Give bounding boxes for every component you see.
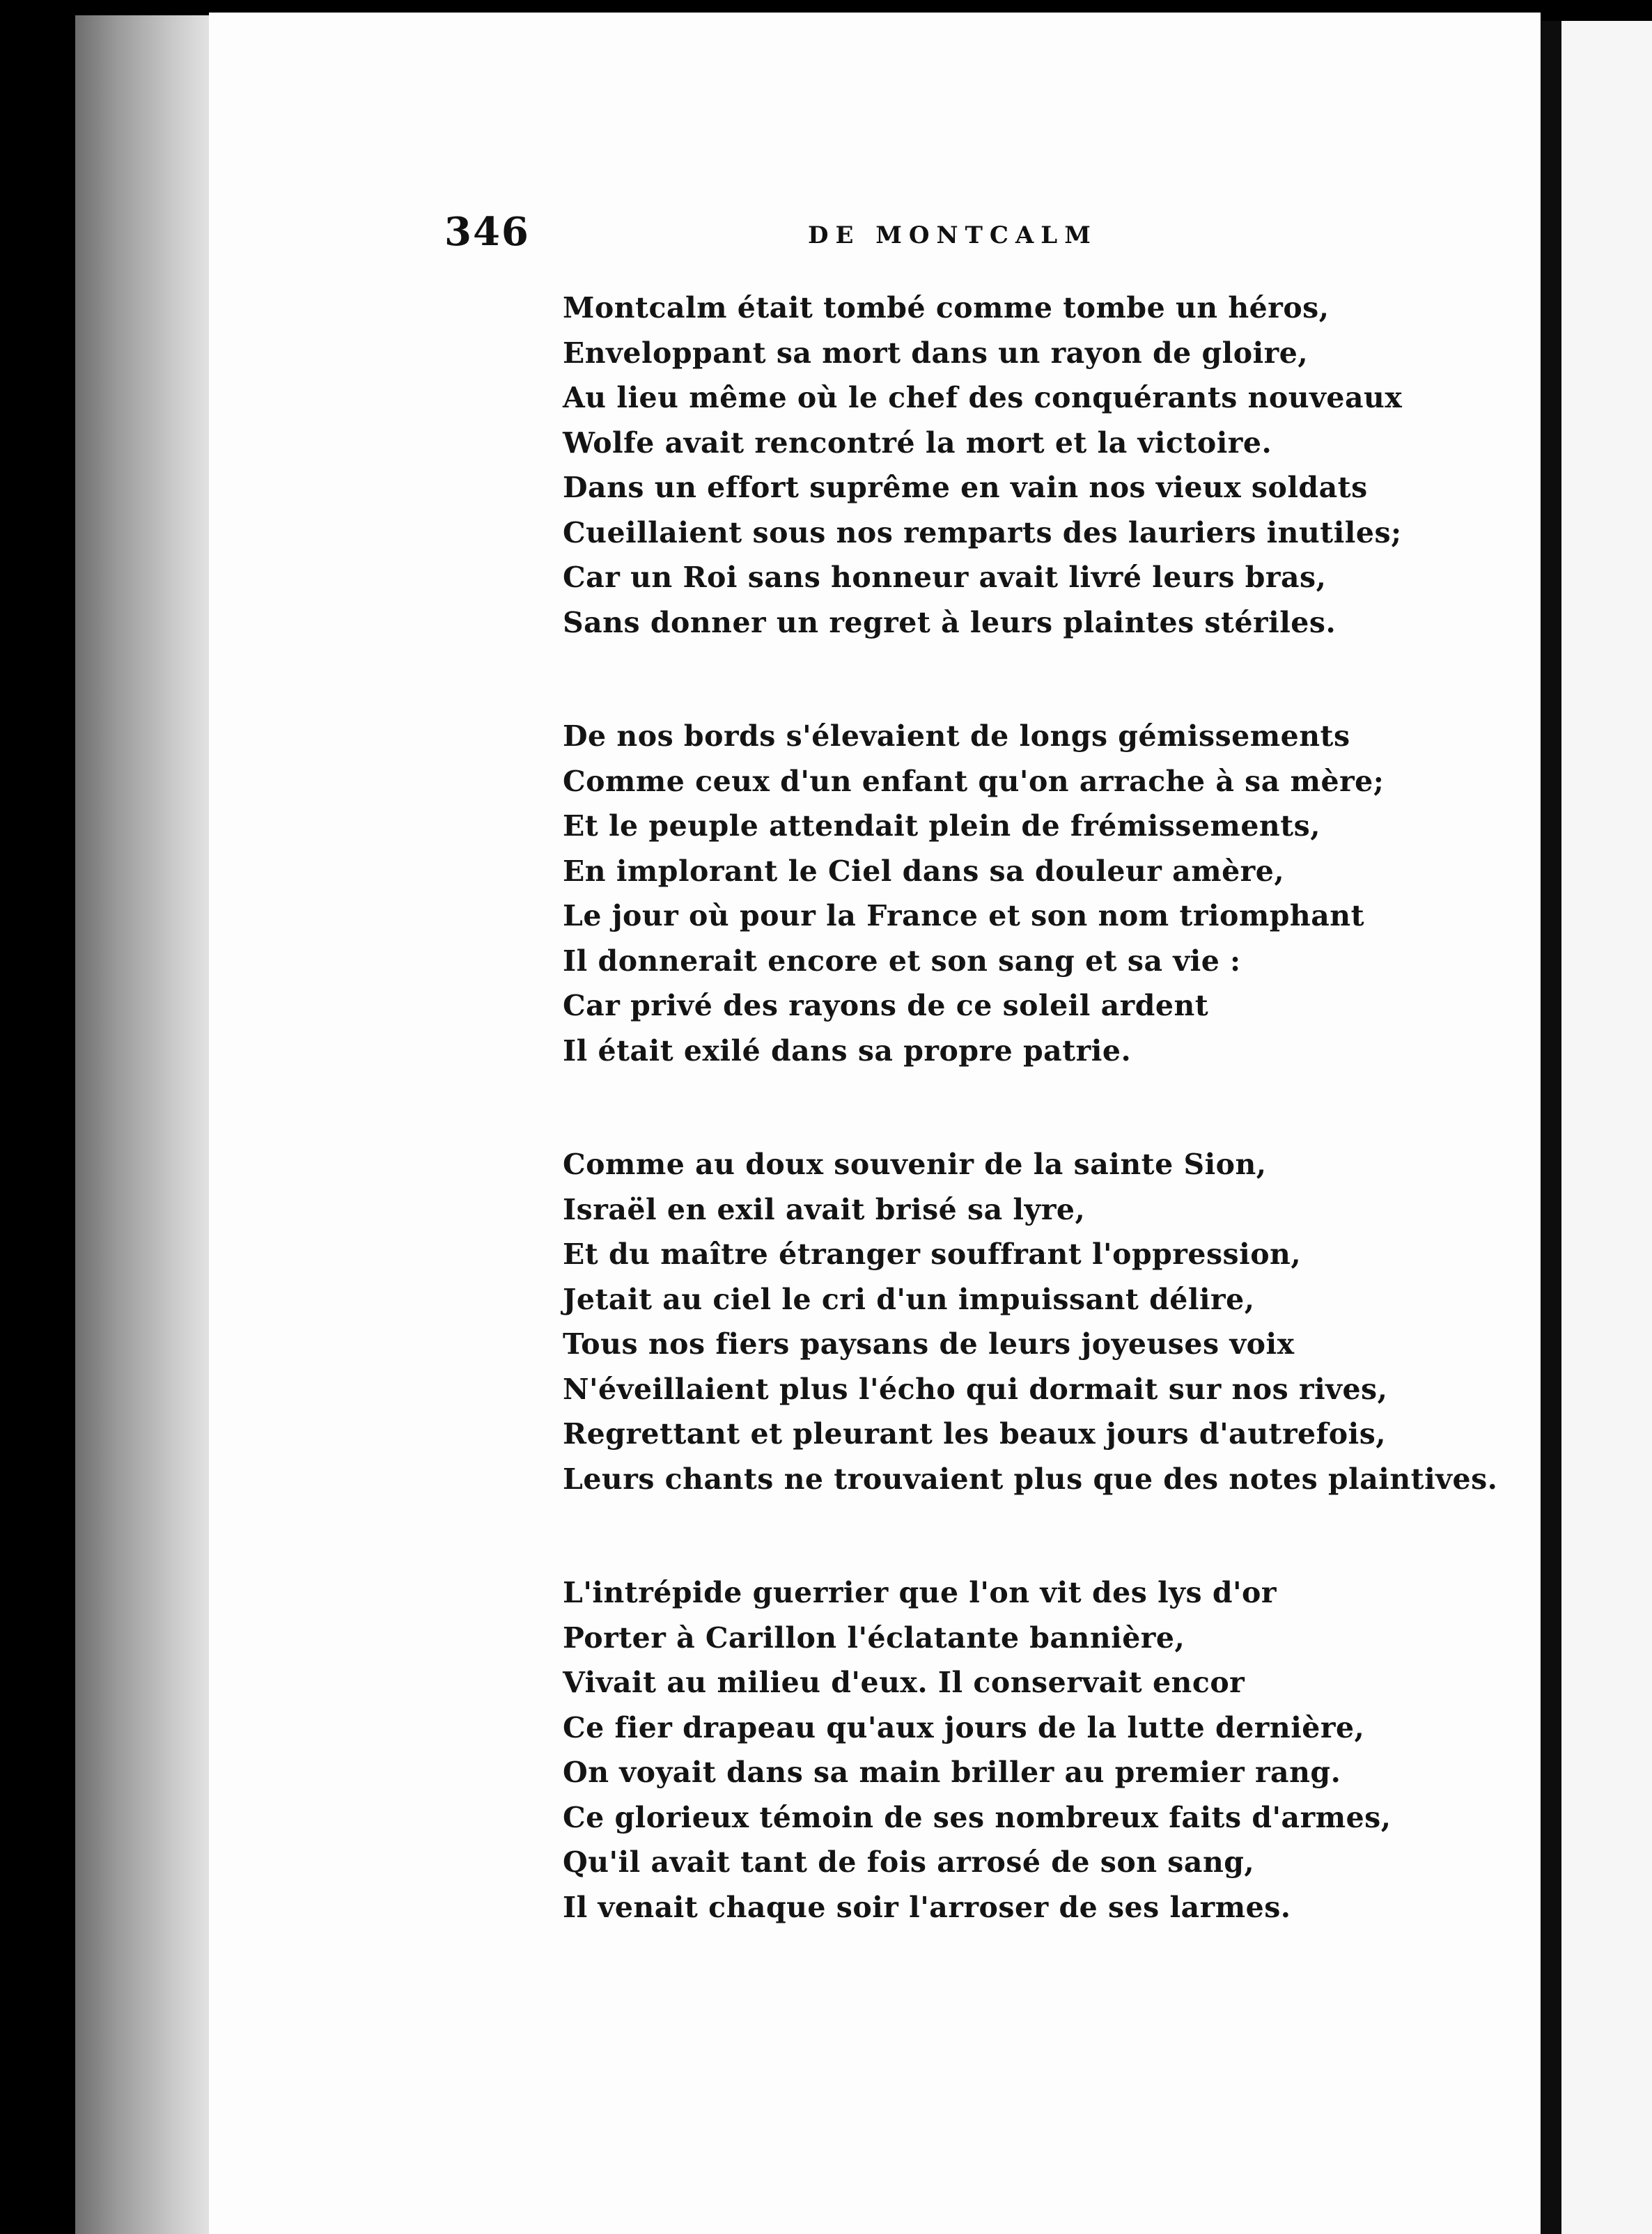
verse-line: Porter à Carillon l'éclatante bannière,: [563, 1620, 1185, 1655]
verse-line: Jetait au ciel le cri d'un impuissant délire,: [563, 1282, 1255, 1316]
verse-line: Et du maître étranger souffrant l'oppression,: [563, 1237, 1302, 1271]
verse-line: Il donnerait encore et son sang et sa vie :: [563, 944, 1241, 978]
verse-line: Montcalm était tombé comme tombe un héros,: [563, 291, 1330, 325]
verse-line: Ce fier drapeau qu'aux jours de la lutte dernière,: [563, 1710, 1365, 1744]
scan-border: [1541, 21, 1561, 2234]
stanza-4: [563, 1570, 1392, 1930]
page-number: 346: [444, 209, 530, 255]
verse-line: Dans un effort suprême en vain nos vieux soldats: [563, 471, 1368, 504]
verse-line: Car un Roi sans honneur avait livré leurs bras,: [563, 561, 1327, 594]
verse-line: Il était exilé dans sa propre patrie.: [563, 1033, 1132, 1068]
stanza-3: [563, 1142, 1497, 1501]
verse-line: L'intrépide guerrier que l'on vit des lys d'or: [563, 1576, 1277, 1609]
verse-line: Regrettant et pleurant les beaux jours d'autrefois,: [563, 1417, 1387, 1451]
verse-line: Wolfe avait rencontré la mort et la victoire.: [563, 425, 1272, 460]
verse-line: Et le peuple attendait plein de frémissements,: [563, 809, 1321, 843]
page-edge-shadow: [75, 15, 215, 2234]
verse-line: Leurs chants ne trouvaient plus que des notes plaintives.: [563, 1462, 1498, 1496]
verse-line: De nos bords s'élevaient de longs gémissements: [563, 719, 1350, 753]
verse-line: Le jour où pour la France et son nom triomphant: [563, 899, 1365, 932]
stanza-1: [563, 286, 1402, 645]
verse-line: On voyait dans sa main briller au premier rang.: [563, 1756, 1341, 1789]
verse-line: En implorant le Ciel dans sa douleur amère,: [563, 854, 1285, 888]
verse-line: Au lieu même où le chef des conquérants nouveaux: [563, 381, 1403, 414]
facing-page-edge: [1561, 21, 1652, 2234]
verse-line: Israël en exil avait brisé sa lyre,: [563, 1192, 1086, 1226]
verse-line: Tous nos fiers paysans de leurs joyeuses voix: [563, 1327, 1295, 1361]
verse-line: Enveloppant sa mort dans un rayon de gloire,: [563, 336, 1309, 370]
verse-line: Ce glorieux témoin de ses nombreux faits d'armes,: [563, 1800, 1392, 1834]
verse-line: Cueillaient sous nos remparts des lauriers inutiles;: [563, 515, 1402, 549]
running-title: DE MONTCALM: [808, 221, 1098, 249]
verse-line: N'éveillaient plus l'écho qui dormait sur nos rives,: [563, 1372, 1388, 1406]
verse-line: Vivait au milieu d'eux. Il conservait encor: [563, 1666, 1245, 1699]
verse-line: Comme au doux souvenir de la sainte Sion,: [563, 1148, 1267, 1181]
verse-line: Comme ceux d'un enfant qu'on arrache à sa mère;: [563, 764, 1385, 798]
verse-line: Car privé des rayons de ce soleil ardent: [563, 989, 1209, 1022]
stanza-2: [563, 714, 1384, 1073]
verse-line: Sans donner un regret à leurs plaintes stériles.: [563, 605, 1337, 639]
verse-line: Qu'il avait tant de fois arrosé de son sang,: [563, 1845, 1255, 1879]
verse-line: Il venait chaque soir l'arroser de ses larmes.: [563, 1890, 1291, 1924]
